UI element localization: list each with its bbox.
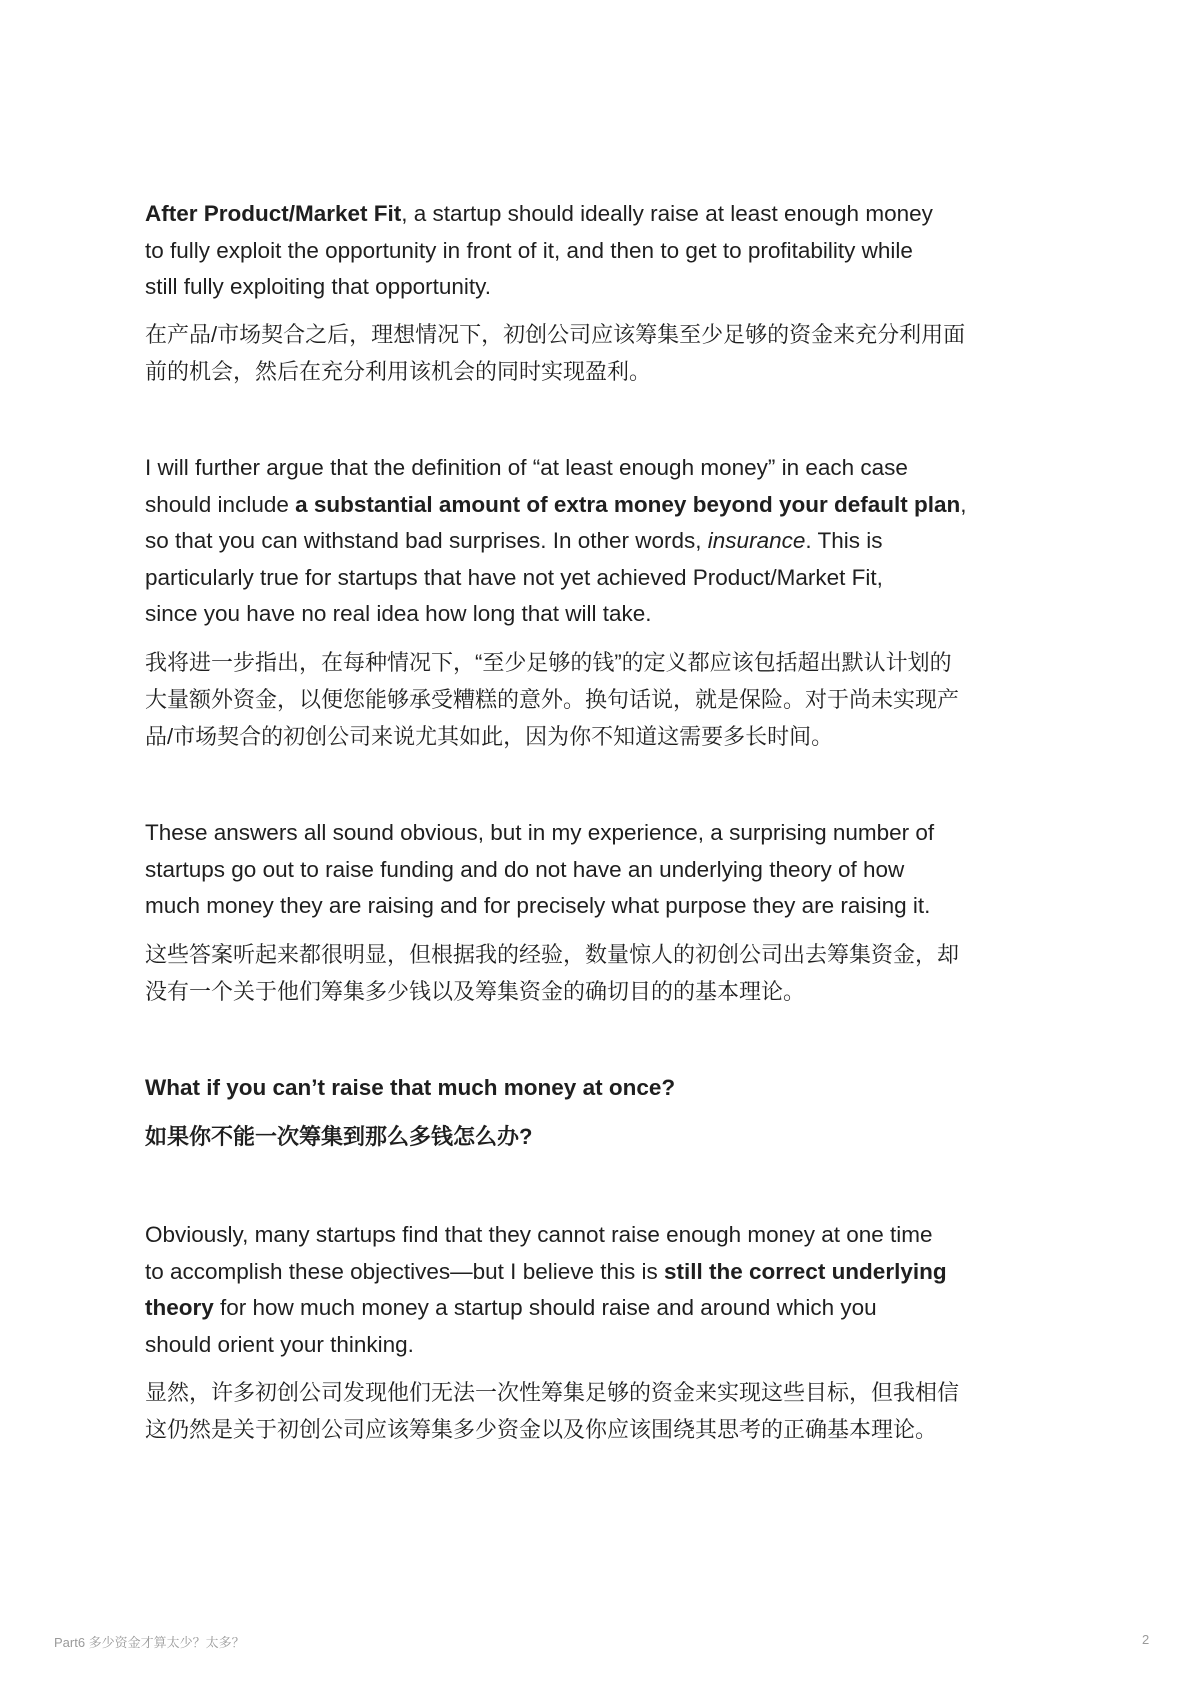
text-segment: 在产品/市场契合之后，理想情况下，初创公司应该筹集至少足够的资金来充分利用面 [145, 322, 966, 347]
italic-text: insurance [707, 528, 806, 554]
text-line [145, 487, 1065, 524]
text-segment: 显然，许多初创公司发现他们无法一次性筹集足够的资金来实现这些目标，但我相信 [145, 1380, 960, 1405]
text-segment: much money they are raising and for precisely what purpose they are raising it. [145, 893, 931, 919]
text-segment: 没有一个关于他们筹集多少钱以及筹集资金的确切目的的基本理论。 [145, 979, 806, 1004]
text-line [145, 1254, 1065, 1291]
text-segment: Obviously, many startups find that they cannot raise enough money at one time [145, 1222, 933, 1247]
paragraph-en [145, 815, 1065, 925]
text-segment: since you have no real idea how long that will take. [145, 601, 652, 627]
text-segment: I will further argue that the definition of “at least enough money” in each case [145, 455, 908, 480]
text-segment: 这些答案听起来都很明显，但根据我的经验，数量惊人的初创公司出去筹集资金，却 [145, 942, 960, 967]
section-heading-cn [145, 1118, 1065, 1155]
text-line [145, 523, 1065, 560]
text-segment: for how much money a startup should raise and around which you [213, 1295, 877, 1321]
text-line [145, 718, 1065, 755]
page-number: 2 [1142, 1632, 1150, 1647]
text-segment: , [960, 491, 967, 517]
text-line [145, 1217, 1065, 1254]
text-line [145, 1327, 1065, 1364]
text-line [145, 450, 1065, 487]
bold-text: theory [145, 1295, 214, 1321]
text-line [145, 196, 1065, 233]
text-segment: 我将进一步指出，在每种情况下，“至少足够的钱”的定义都应该包括超出默认计划的 [145, 650, 952, 675]
paragraph-en [145, 450, 1065, 633]
text-segment: What if you can’t raise that much money at once? [145, 1075, 676, 1100]
text-line [145, 888, 1065, 925]
text-line [145, 815, 1065, 852]
text-line [145, 1118, 1065, 1155]
footer-title: Part6 多少资金才算太少？太多？ [54, 1635, 245, 1650]
text-segment: so that you can withstand bad surprises. In other words, [145, 528, 708, 554]
text-segment: still fully exploiting that opportunity. [145, 274, 492, 300]
section-heading-en [145, 1070, 1065, 1107]
text-line [145, 852, 1065, 889]
text-line [145, 560, 1065, 597]
text-line [145, 1374, 1065, 1411]
text-segment: 大量额外资金，以便您能够承受糟糕的意外。换句话说，就是保险。对于尚未实现产 [145, 687, 960, 712]
text-segment: particularly true for startups that have not yet achieved Product/Market Fit, [145, 564, 883, 590]
text-line [145, 973, 1065, 1010]
text-line [145, 233, 1065, 270]
text-segment: to accomplish these objectives—but I believe this is [145, 1258, 665, 1284]
paragraph-cn [145, 316, 1065, 390]
text-line [145, 644, 1065, 681]
text-segment: , a startup should ideally raise at least enough money [401, 201, 933, 226]
paragraph-cn [145, 936, 1065, 1010]
text-line [145, 353, 1065, 390]
text-line [145, 1290, 1065, 1327]
text-segment: 这仍然是关于初创公司应该筹集多少资金以及你应该围绕其思考的正确基本理论。 [145, 1417, 938, 1442]
paragraph-en [145, 1217, 1065, 1363]
paragraph-cn [145, 644, 1065, 755]
text-segment: 品/市场契合的初创公司来说尤其如此，因为你不知道这需要多长时间。 [145, 724, 834, 749]
paragraph-en [145, 196, 1065, 306]
text-line [145, 681, 1065, 718]
paragraph-cn [145, 1374, 1065, 1448]
text-line [145, 1411, 1065, 1448]
text-line [145, 1070, 1065, 1107]
text-segment: These answers all sound obvious, but in my experience, a surprising number of [145, 820, 935, 845]
text-segment: . This is [805, 528, 883, 554]
bold-text: still the correct underlying [664, 1258, 947, 1284]
bold-text: a substantial amount of extra money beyond your default plan [295, 491, 961, 517]
text-line [145, 269, 1065, 306]
text-segment: startups go out to raise funding and do not have an underlying theory of how [145, 856, 905, 882]
text-segment: should orient your thinking. [145, 1331, 414, 1357]
text-line [145, 316, 1065, 353]
bold-text: After Product/Market Fit [145, 201, 402, 226]
text-segment: 前的机会，然后在充分利用该机会的同时实现盈利。 [145, 359, 652, 384]
text-segment: to fully exploit the opportunity in front of it, and then to get to profitability while [145, 237, 913, 263]
text-line [145, 596, 1065, 633]
text-segment: 如果你不能一次筹集到那么多钱怎么办? [145, 1124, 533, 1149]
text-segment: should include [145, 491, 296, 517]
text-line [145, 936, 1065, 973]
